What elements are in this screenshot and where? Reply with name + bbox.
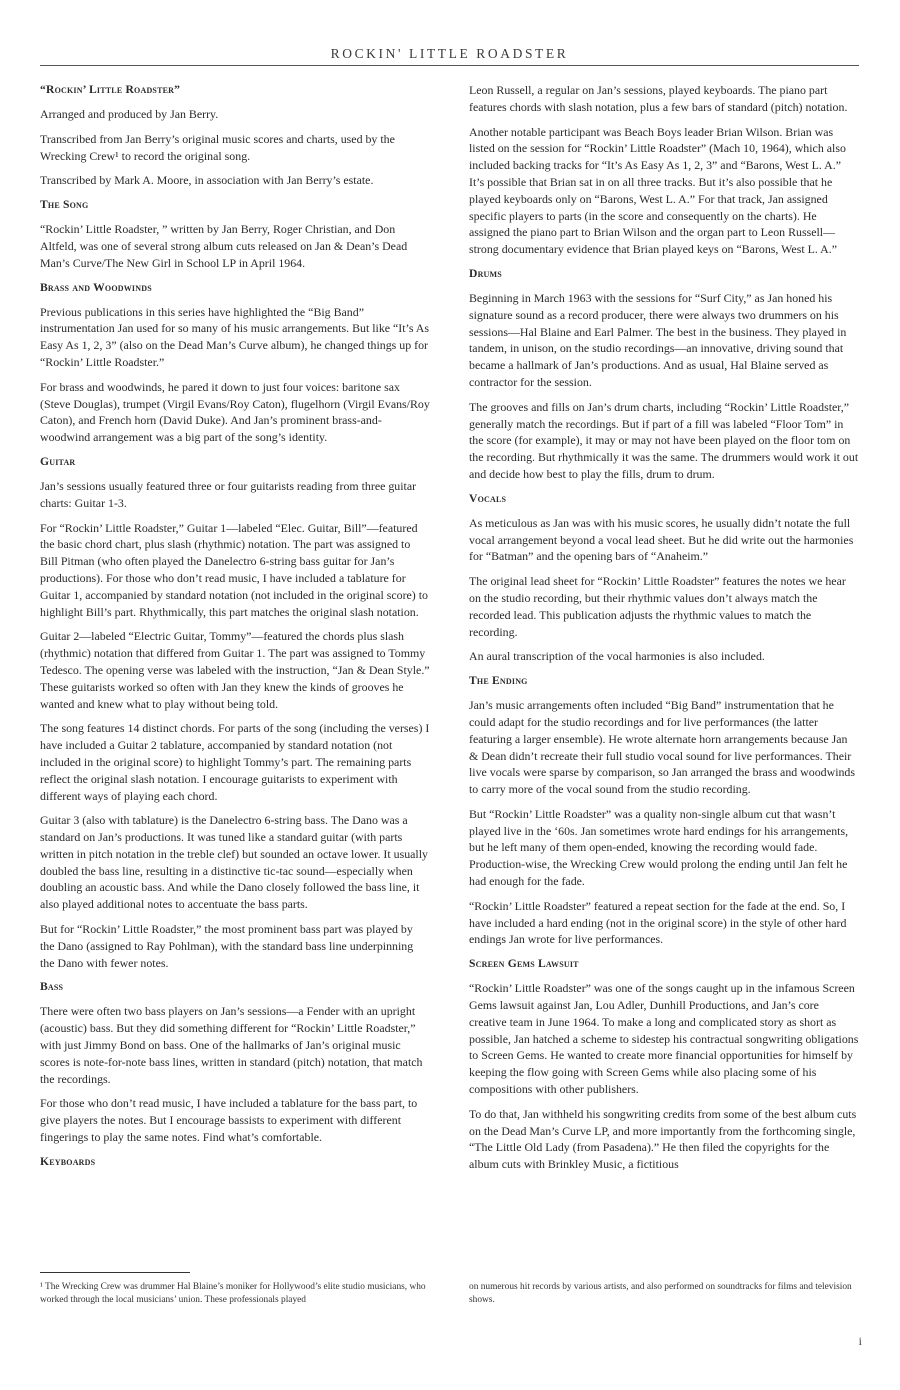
paragraph: Transcribed from Jan Berry’s original music scores and charts, used by the Wrecking Crew¹ to record the original song. xyxy=(40,131,395,163)
paragraph: Another notable participant was Beach Boys leader Brian Wilson. Brian was listed on the session for “Rockin’ Little Roadster” (Mach 10, 1964), which also included backing tracks for “It’s As Easy As 1, 2, 3” and “Barons, West L. A.” It’s possible that Brian sat in on all three tracks. But it’s also possible that he played keyboards only on “Barons, West L. A.” For that track, Jan assigned specific players to parts (in the score and consequently on the charts). He assigned the piano part to Brian Wilson and the organ part to Leon Russell—strong documentary evidence that Brian played keys on “Barons, West L. A.” xyxy=(469,124,846,257)
paragraph: Leon Russell, a regular on Jan’s sessions, played keyboards. The piano part features chords with slash notation, plus a few bars of standard (pitch) notation. xyxy=(469,83,848,114)
section-heading-screen-gems-lawsuit: Screen Gems Lawsuit xyxy=(469,957,579,971)
paragraph: Transcribed by Mark A. Moore, in association with Jan Berry’s estate. xyxy=(40,173,374,188)
page-number: i xyxy=(858,1334,862,1348)
section-heading-keyboards: Keyboards xyxy=(40,1154,96,1168)
running-header: ROCKIN' LITTLE ROADSTER xyxy=(40,44,859,66)
section-heading-title: “Rockin’ Little Roadster” xyxy=(40,83,181,96)
section-heading-the-song: The Song xyxy=(40,198,89,212)
right-column xyxy=(469,82,859,1181)
left-column xyxy=(40,82,430,1178)
paragraph: An aural transcription of the vocal harmonies is also included. xyxy=(469,649,765,664)
paragraph: Jan’s sessions usually featured three or four guitarists reading from three guitar charts: Guitar 1-3. xyxy=(40,478,417,510)
section-heading-guitar: Guitar xyxy=(40,454,76,468)
paragraph: To do that, Jan withheld his songwriting credits from some of the best album cuts on the Dead Man’s Curve LP, and more importantly from the forthcoming single, “The Little Old Lady (from Pasadena).” He then filed the copyrights for the album cuts with Brinkley Music, a fictitious xyxy=(469,1106,857,1172)
paragraph: Guitar 2—labeled “Electric Guitar, Tommy”—featured the chords plus slash (rhythmic) notation that differed from Guitar 1. The part was assigned to Tommy Tedesco. The opening verse was labeled with the instruction, “Jan & Dean Style.” These guitarists worked so often with Jan they knew the kinds of grooves he wanted and knew what to play without being told. xyxy=(40,629,430,711)
paragraph: For those who don’t read music, I have included a tablature for the bass part, to give players the notes. But I encourage bassists to experiment with different fingerings to play the same notes. Find what’s comfortable. xyxy=(40,1096,418,1145)
paragraph: Arranged and produced by Jan Berry. xyxy=(40,107,219,121)
paragraph: For “Rockin’ Little Roadster,” Guitar 1—labeled “Elec. Guitar, Bill”—featured the basic chord chart, plus slash (rhythmic) notation. The part was assigned to Bill Pitman (who often played the Danelectro 6-string bass guitar for Jan’s productions). For those who don’t read music, I have included a tablature for Guitar 1, accompanied by standard notation (not included in the original score) to highlight Bill’s part. Rhythmically, this part matches the original slash notation. xyxy=(40,520,428,619)
paragraph: But “Rockin’ Little Roadster” was a quality non-single album cut that wasn’t played live in the ‘60s. Jan sometimes wrote hard endings for his arrangements, but he left many of them open-ended, knowing the recording would fade. Production-wise, the Wrecking Crew would prolong the ending until Jan felt he had enough for the fade. xyxy=(469,806,849,889)
paragraph: The original lead sheet for “Rockin’ Little Roadster” features the notes we hear on the studio recording, but their rhythmic values don’t always match the recorded lead. This publication adjusts the rhythmic values to match the recording. xyxy=(469,574,846,639)
paragraph: Beginning in March 1963 with the sessions for “Surf City,” as Jan honed his signature sound as a record producer, there were always two drummers on his sessions—Hal Blaine and Earl Palmer. The best in the business. They played in tandem, in unison, on the studio recordings—an innovative, driving sound that became a hallmark of Jan’s productions. And as usual, Hal Blaine served as contractor for the session. xyxy=(469,290,847,389)
section-heading-vocals: Vocals xyxy=(469,491,507,505)
paragraph: The song features 14 distinct chords. For parts of the song (including the verses) I have included a Guitar 2 tablature, accompanied by standard notation (not included in the original score) to highlight Tommy’s part. The remaining parts reflect the original slash notation. I encourage guitarists to experiment with different ways of playing each chord. xyxy=(40,721,430,803)
paragraph: For brass and woodwinds, he pared it down to just four voices: baritone sax (Steve Douglas), trumpet (Virgil Evans/Roy Caton), flugelhorn (Virgil Evans/Roy Caton), and French horn (David Duke). And Jan’s prominent brass-and-woodwind arrangement was a big part of the song’s identity. xyxy=(40,379,430,445)
section-heading-the-ending: The Ending xyxy=(469,674,528,688)
footnote-right: on numerous hit records by various artists, and also performed on soundtracks for films and television shows. xyxy=(469,1282,852,1306)
section-heading-brass-woodwinds: Brass and Woodwinds xyxy=(40,280,152,294)
paragraph: Guitar 3 (also with tablature) is the Danelectro 6-string bass. The Dano was a standard on Jan’s productions. It was tuned like a standard guitar (with parts written in pitch notation in the treble clef) but sounded an octave lower. It usually doubled the bass line, resulting in a distinctive tic-tac sound—especially when doubling an acoustic bass. And while the Dano closely followed the bass line, it also played additional notes to accentuate the bass parts. xyxy=(40,813,428,912)
paragraph: Jan’s music arrangements often included “Big Band” instrumentation that he could adapt for the studio recordings and for live performances (the latter featuring a larger ensemble). He wrote alternate horn arrangements because Jan & Dean didn’t recreate their full studio vocal sound for live performances. Their live vocals were sparse by comparison, so Jan arranged the brass and woodwinds to carry more of the vocal sound from the studio recording. xyxy=(469,698,856,797)
footnote-divider xyxy=(40,1272,190,1273)
paragraph: “Rockin’ Little Roadster” was one of the songs caught up in the infamous Screen Gems lawsuit against Jan, Lou Adler, Dunhill Productions, and Jan’s core creative team in June 1964. To make a long and complicated story as short as possible, Jan hatched a scheme to sidestep his contractual songwriting obligations to Screen Gems. He wanted to create more financial opportunities for himself by keeping the flow going with Screen Gems while also placing some of his compositions with other publishers. xyxy=(469,981,859,1097)
paragraph: The grooves and fills on Jan’s drum charts, including “Rockin’ Little Roadster,” generally match the recordings. But if part of a fill was labeled “Floor Tom” in the score (for example), it may or may not have been played on the floor tom on the recording. But rhythmically it was the same. The drummers would work it out and decide how best to play the fills, drum to drum. xyxy=(469,399,859,481)
footnote-left: ¹ The Wrecking Crew was drummer Hal Blaine’s moniker for Hollywood’s elite studio musicians, who worked through the local musicians’ union. These professionals played xyxy=(40,1282,426,1306)
paragraph: But for “Rockin’ Little Roadster,” the most prominent bass part was played by the Dano (assigned to Ray Pohlman), with the standard bass line underpinning the Dano with fewer notes. xyxy=(40,922,414,970)
paragraph: As meticulous as Jan was with his music scores, he usually didn’t notate the full vocal arrangement beyond a vocal lead sheet. But he did write out the harmonies for “Batman” and the opening bars of “Anaheim.” xyxy=(469,515,854,564)
paragraph: “Rockin’ Little Roadster” featured a repeat section for the fade at the end. So, I have included a hard ending (not in the original score) in the style of other hard endings Jan wrote for live performances. xyxy=(469,898,847,947)
paragraph: “Rockin’ Little Roadster, ” written by Jan Berry, Roger Christian, and Don Altfeld, was one of several strong album cuts released on Jan & Dean’s Dead Man’s Curve/The New Girl in School LP in April 1964. xyxy=(40,222,408,270)
section-heading-drums: Drums xyxy=(469,266,502,280)
section-heading-bass: Bass xyxy=(40,980,64,994)
paragraph: There were often two bass players on Jan’s sessions—a Fender with an upright (acoustic) bass. But they did something different for “Rockin’ Little Roadster,” with just Jimmy Bond on bass. One of the hallmarks of Jan’s original music scores is note-for-note bass lines, written in standard (pitch) notation, that match the recordings. xyxy=(40,1004,423,1086)
paragraph: Previous publications in this series have highlighted the “Big Band” instrumentation Jan used for so many of his music arrangements. But like “It’s As Easy As 1, 2, 3” (also on the Dead Man’s Curve album), he changed things up for “Rockin’ Little Roadster.” xyxy=(40,304,430,369)
